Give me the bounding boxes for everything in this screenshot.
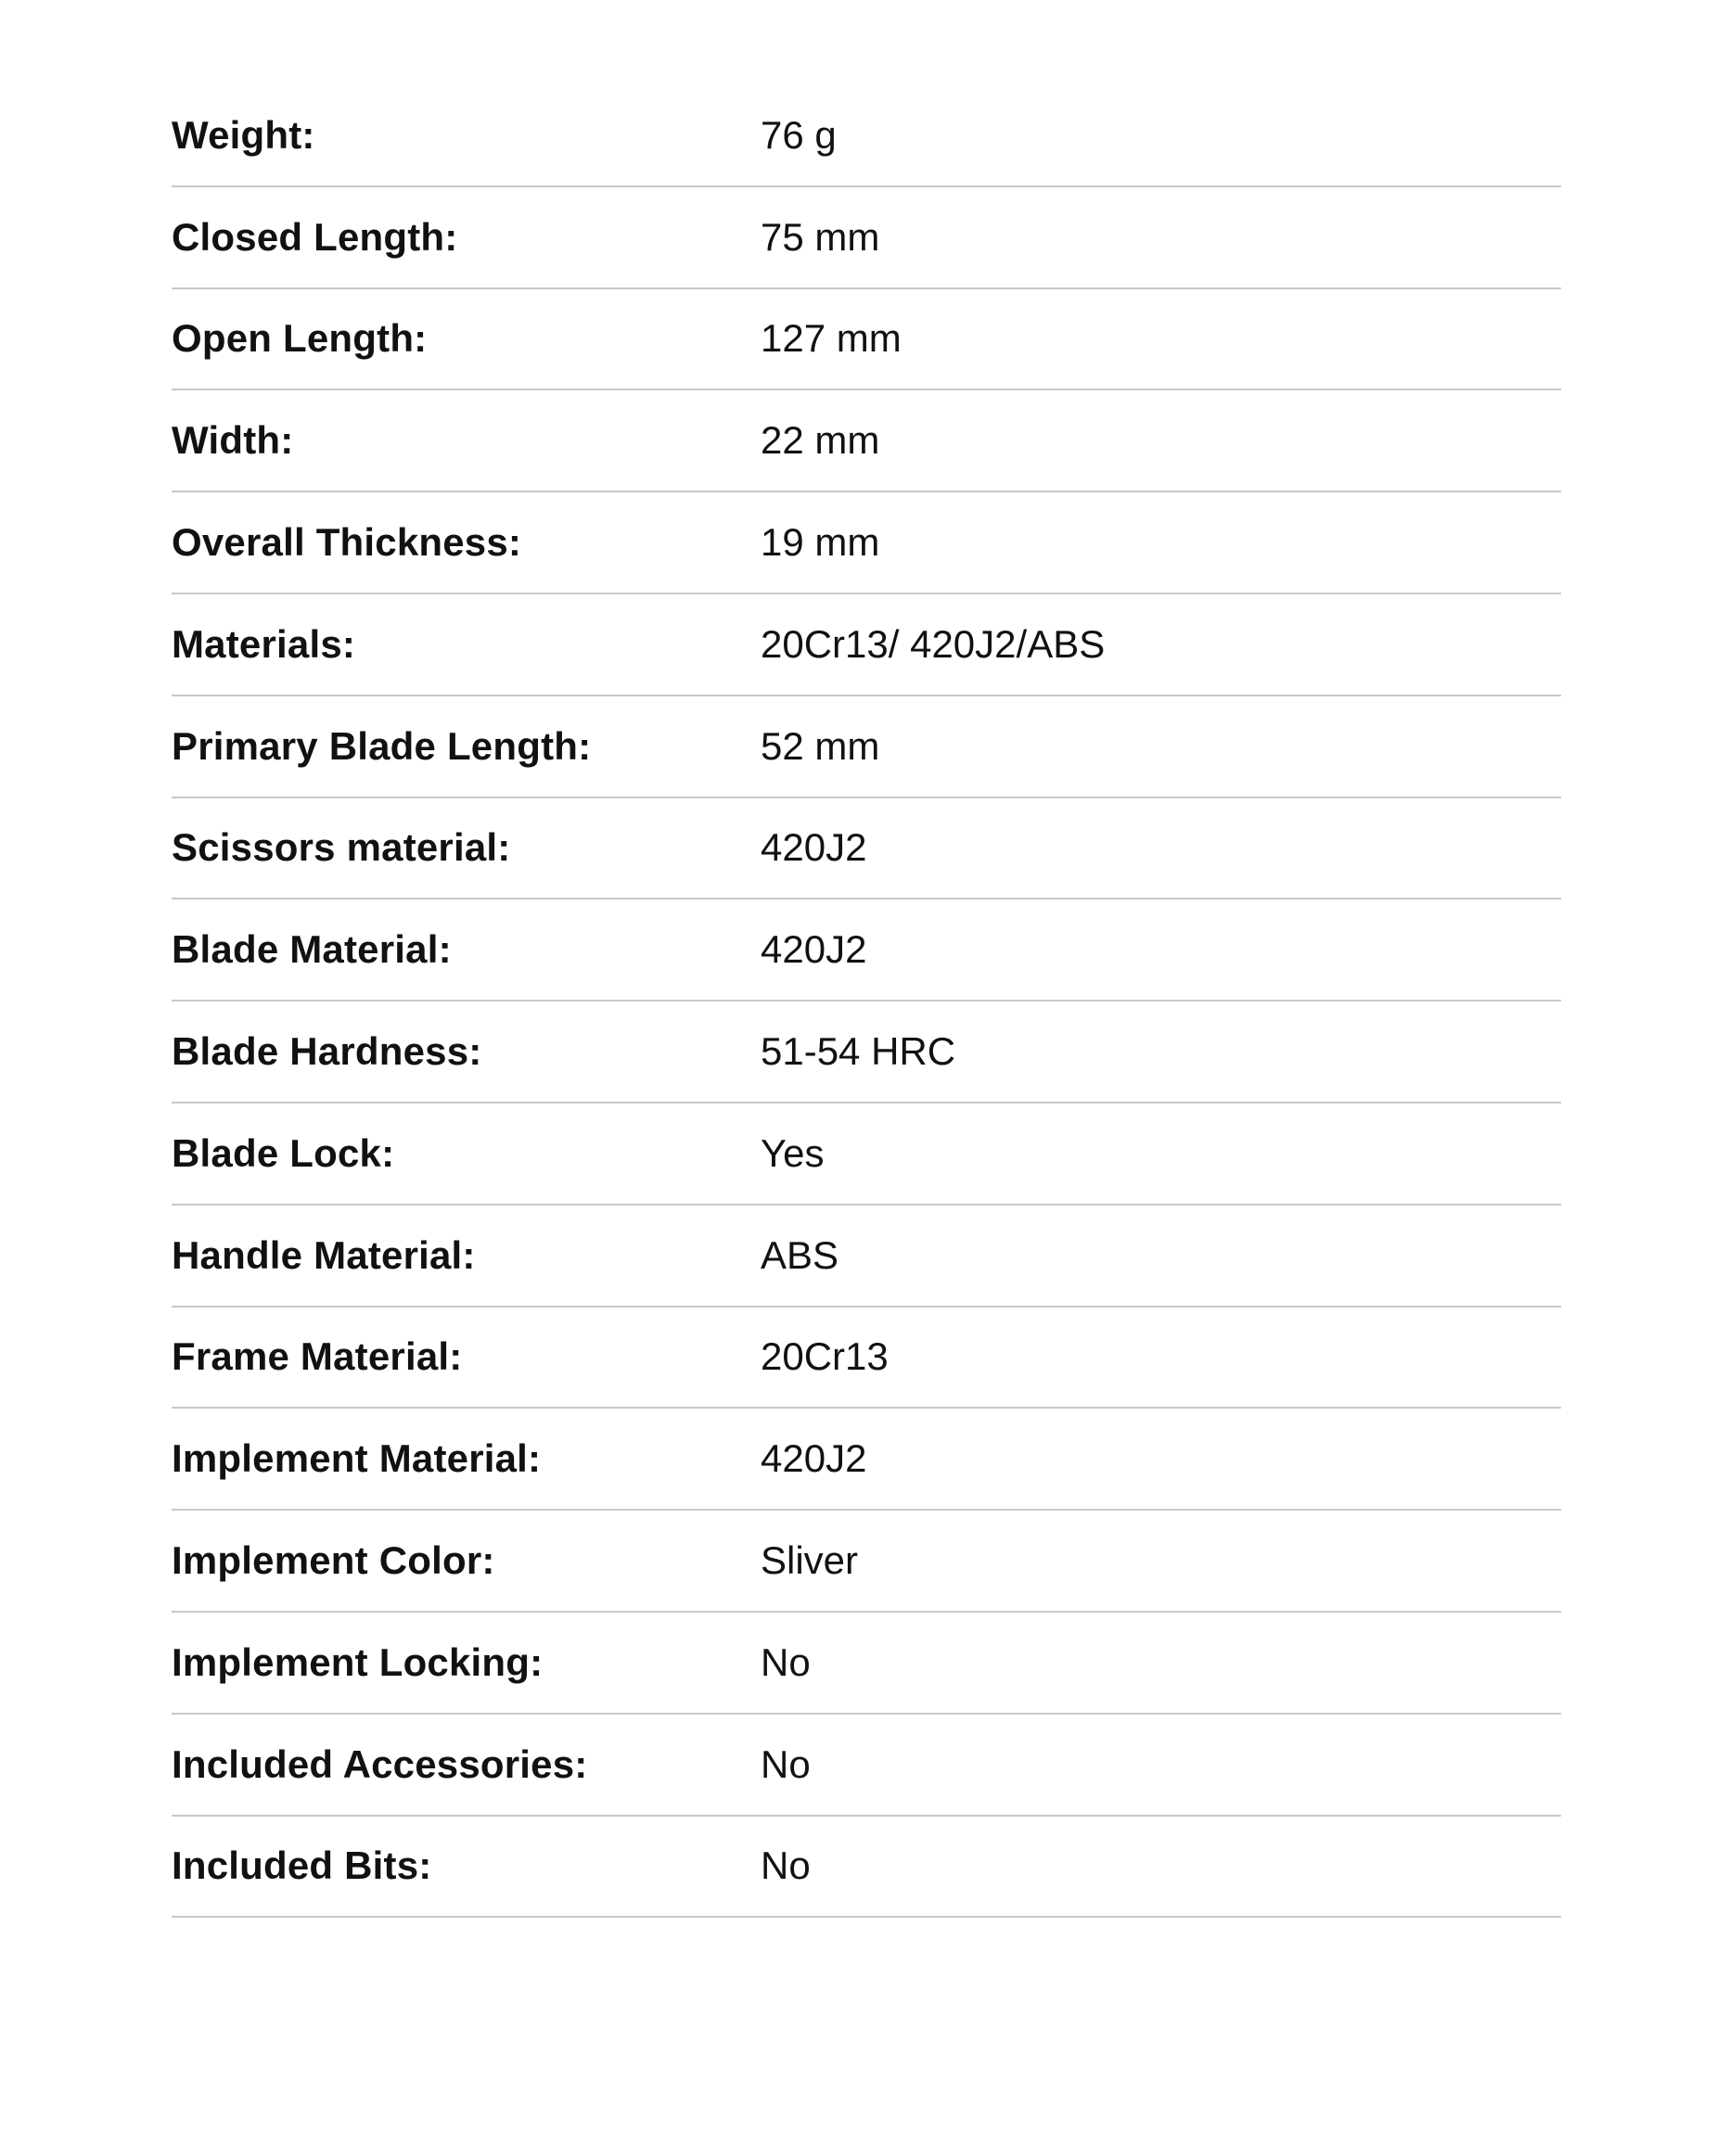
spec-label: Primary Blade Length: (172, 723, 592, 768)
spec-row-open-length (172, 289, 1561, 391)
spec-label: Implement Material: (172, 1436, 542, 1481)
spec-row-blade-lock (172, 1104, 1561, 1206)
spec-value: 20Cr13/ 420J2/ABS (761, 621, 1106, 666)
spec-value: Yes (761, 1130, 825, 1175)
spec-row-included-bits (172, 1817, 1561, 1919)
spec-value: 420J2 (761, 1436, 867, 1481)
spec-label: Implement Color: (172, 1538, 495, 1583)
spec-value: No (761, 1741, 811, 1786)
spec-row-primary-blade-length (172, 696, 1561, 798)
spec-label: Overall Thickness: (172, 520, 522, 565)
spec-value: No (761, 1639, 811, 1684)
spec-value: 20Cr13 (761, 1334, 889, 1379)
spec-value: 52 mm (761, 723, 880, 768)
spec-value: 51-54 HRC (761, 1029, 956, 1074)
spec-row-materials (172, 594, 1561, 696)
spec-value: Sliver (761, 1538, 859, 1583)
spec-label: Included Bits: (172, 1843, 432, 1888)
spec-label: Width: (172, 418, 294, 463)
spec-label: Closed Length: (172, 214, 458, 259)
spec-value: ABS (761, 1232, 839, 1277)
spec-row-implement-locking (172, 1613, 1561, 1715)
spec-label: Implement Locking: (172, 1639, 544, 1684)
spec-value: 75 mm (761, 214, 880, 259)
spec-label: Frame Material: (172, 1334, 463, 1379)
spec-label: Materials: (172, 621, 356, 666)
spec-label: Handle Material: (172, 1232, 476, 1277)
spec-value: 22 mm (761, 418, 880, 463)
spec-label: Weight: (172, 112, 315, 157)
spec-row-implement-material (172, 1409, 1561, 1511)
spec-value: 76 g (761, 112, 837, 157)
spec-row-width (172, 390, 1561, 492)
spec-row-scissors-material (172, 798, 1561, 900)
spec-row-blade-hardness (172, 1001, 1561, 1104)
spec-label: Open Length: (172, 316, 428, 361)
spec-row-handle-material (172, 1206, 1561, 1308)
spec-row-weight (172, 85, 1561, 187)
spec-label: Scissors material: (172, 825, 511, 870)
spec-value: No (761, 1843, 811, 1888)
spec-row-closed-length (172, 187, 1561, 289)
spec-row-included-accessories (172, 1715, 1561, 1817)
spec-row-overall-thickness (172, 492, 1561, 594)
spec-value: 420J2 (761, 927, 867, 972)
spec-row-blade-material (172, 899, 1561, 1001)
spec-label: Blade Material: (172, 927, 452, 972)
spec-label: Blade Hardness: (172, 1029, 482, 1074)
spec-label: Blade Lock: (172, 1130, 395, 1175)
spec-row-implement-color (172, 1511, 1561, 1613)
spec-label: Included Accessories: (172, 1741, 588, 1786)
spec-row-frame-material (172, 1308, 1561, 1410)
spec-value: 127 mm (761, 316, 902, 361)
spec-table (172, 85, 1561, 1918)
spec-value: 420J2 (761, 825, 867, 870)
spec-value: 19 mm (761, 520, 880, 565)
